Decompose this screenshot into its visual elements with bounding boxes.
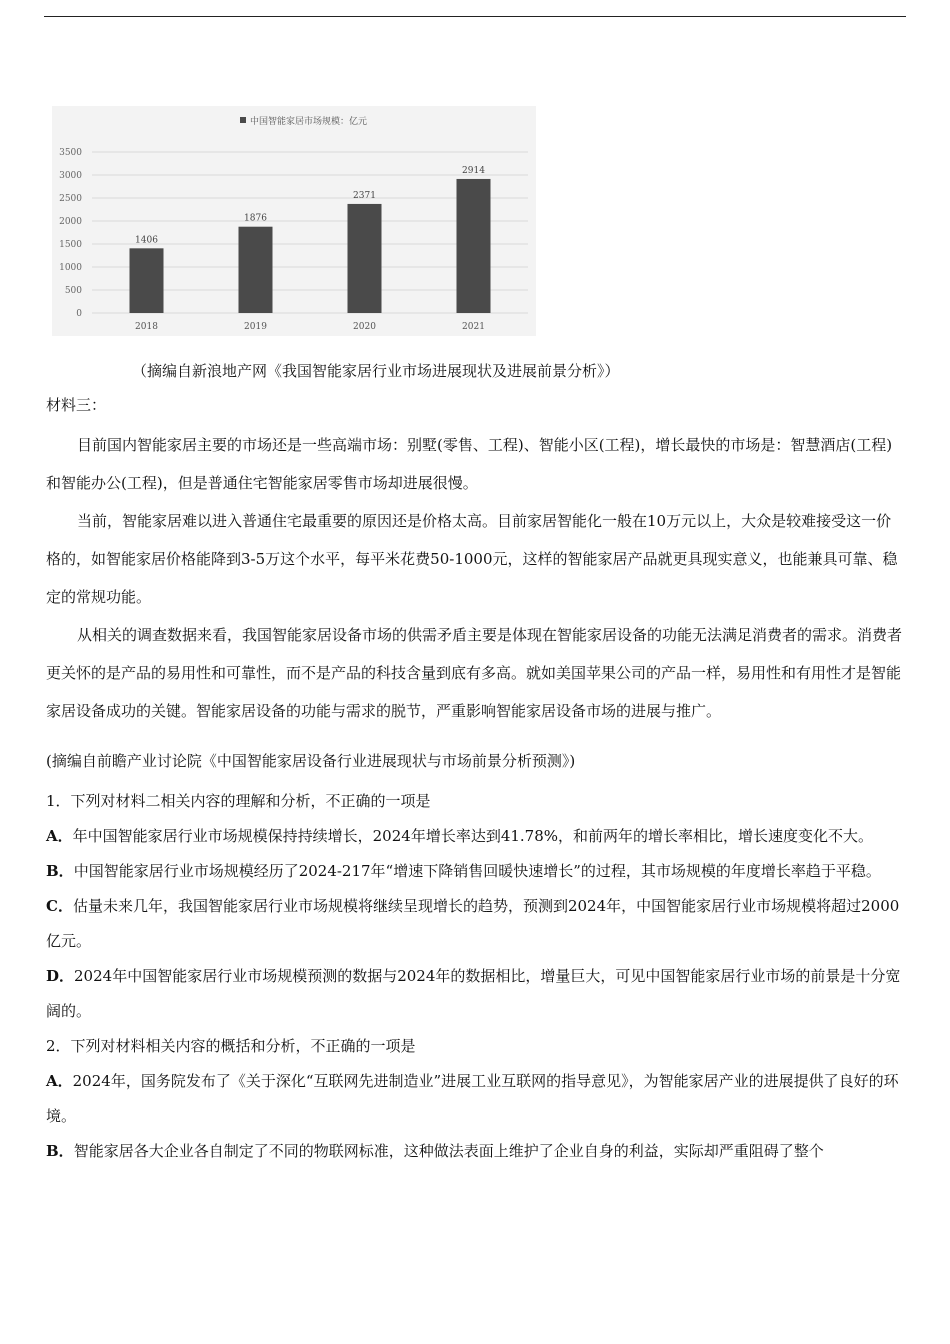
option-label: A． (46, 1072, 73, 1090)
option-text: 年中国智能家居行业市场规模保持持续增长，2024年增长率达到41.78%，和前两年的增长率相比，增长速度变化不大。 (72, 827, 874, 845)
bar (348, 204, 382, 313)
question-stem: 2．下列对材料相关内容的概括和分析，不正确的一项是 (46, 1037, 416, 1055)
x-tick-label: 2018 (135, 322, 158, 332)
y-tick-label: 0 (76, 309, 82, 319)
option-label: A． (46, 827, 73, 845)
material3-paragraph: 当前，智能家居难以进入普通住宅最重要的原因还是价格太高。目前家居智能化一般在10万元以上，大众是较难接受这一价格的，如智能家居价格能降到3-5万这个水平，每平米花费50-1000元，这样的智能家居产品就更具现实意义，也能兼具可靠、稳定的常规功能。 (46, 512, 898, 606)
data-label: 1876 (244, 213, 267, 224)
material3-paragraph: 目前国内智能家居主要的市场还是一些高端市场：别墅(零售、工程)、智能小区(工程)，增长最快的市场是：智慧酒店(工程)和智能办公(工程)，但是普通住宅智能家居零售市场却进展很慢。 (46, 436, 893, 492)
option-text: 智能家居各大企业各自制定了不同的物联网标准，这种做法表面上维护了企业自身的利益，实际却严重阻碍了整个 (73, 1142, 824, 1160)
option-c (46, 889, 904, 959)
option-a (46, 1064, 904, 1134)
data-label: 2371 (353, 190, 376, 201)
y-tick-label: 2500 (59, 194, 82, 204)
material3-source: (摘编自前瞻产业讨论院《中国智能家居设备行业进展现状与市场前景分析预测》) (46, 752, 576, 770)
header-rule (44, 16, 906, 17)
material3-body (46, 426, 904, 730)
y-tick-label: 3500 (59, 148, 82, 158)
y-tick-label: 500 (64, 286, 82, 296)
option-text: 中国智能家居行业市场规模经历了2024-217年“增速下降销售回暖快速增长”的过程，其市场规模的年度增长率趋于平稳。 (73, 862, 881, 880)
data-label: 2914 (462, 165, 485, 176)
option-d (46, 959, 904, 1029)
material3-paragraph: 从相关的调查数据来看，我国智能家居设备市场的供需矛盾主要是体现在智能家居设备的功能无法满足消费者的需求。消费者更关怀的是产品的易用性和可靠性，而不是产品的科技含量到底有多高。就如美国苹果公司的产品一样，易用性和有用性才是智能家居设备成功的关键。智能家居设备的功能与需求的脱节，严重影响智能家居设备市场的进展与推广。 (46, 626, 903, 720)
y-tick-label: 1500 (59, 240, 82, 250)
question-stem: 1．下列对材料二相关内容的理解和分析，不正确的一项是 (46, 792, 431, 810)
option-label: B． (46, 1142, 74, 1160)
bar (457, 179, 491, 313)
option-label: D． (46, 967, 75, 985)
option-text: 2024年中国智能家居行业市场规模预测的数据与2024年的数据相比，增量巨大，可见中国智能家居行业市场的前景是十分宽阔的。 (46, 967, 901, 1020)
bar (130, 248, 164, 313)
legend-swatch (240, 117, 246, 123)
market-size-chart (52, 106, 536, 336)
material3-heading: 材料三： (46, 396, 107, 414)
chart-svg (52, 106, 536, 336)
legend-label: 中国智能家居市场规模：亿元 (250, 117, 368, 127)
y-tick-label: 3000 (59, 171, 82, 181)
option-text: 2024年，国务院发布了《关于深化“互联网先进制造业”进展工业互联网的指导意见》，为智能家居产业的进展提供了良好的环境。 (46, 1072, 899, 1125)
x-tick-label: 2019 (244, 322, 267, 332)
questions (46, 784, 904, 1169)
option-label: C． (46, 897, 73, 915)
option-label: B． (46, 862, 74, 880)
y-tick-label: 2000 (59, 217, 82, 227)
option-b (46, 854, 904, 889)
option-b (46, 1134, 904, 1169)
data-label: 1406 (135, 235, 158, 246)
x-tick-label: 2021 (462, 322, 485, 332)
option-a (46, 819, 904, 854)
x-tick-label: 2020 (353, 322, 376, 332)
bar (239, 227, 273, 313)
chart-source: （摘编自新浪地产网《我国智能家居行业市场进展现状及进展前景分析》） (132, 362, 620, 380)
option-text: 估量未来几年，我国智能家居行业市场规模将继续呈现增长的趋势，预测到2024年，中国智能家居行业市场规模将超过2000亿元。 (46, 897, 900, 950)
y-tick-label: 1000 (59, 263, 82, 273)
